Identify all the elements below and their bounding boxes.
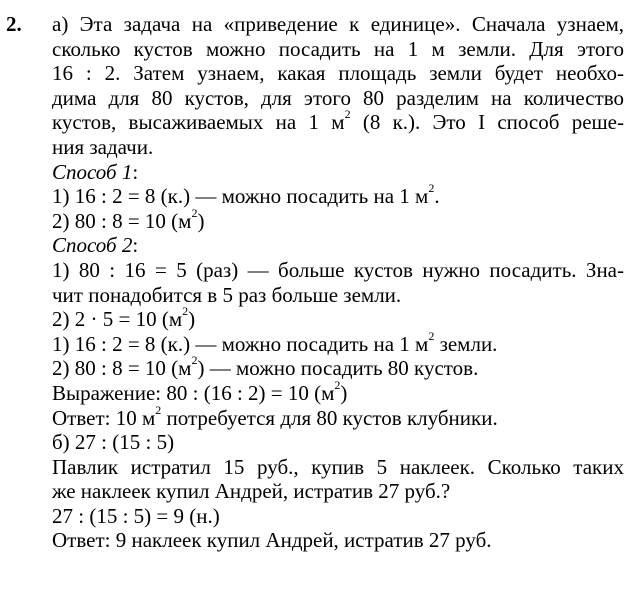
superscript: 2 — [182, 304, 189, 319]
text-segment: : — [132, 233, 139, 258]
part-b-expression — [52, 430, 624, 455]
text-line — [52, 135, 624, 160]
expression-line — [52, 377, 624, 406]
text-line — [52, 110, 624, 135]
answer-line — [52, 402, 624, 431]
text-segment: 27 : (15 : 5) = 9 (н.) — [52, 503, 220, 528]
text-segment: Павлик истратил 15 руб., купив 5 наклеек. Сколько таких — [52, 454, 624, 479]
superscript: 2 — [344, 110, 351, 122]
text-segment: 1) 16 : 2 = 8 (к.) — можно посадить на 1 м — [52, 331, 429, 356]
text-segment: Ответ: 10 м — [52, 405, 156, 430]
text-segment: ) — можно посадить 80 кустов. — [197, 356, 479, 381]
text-segment: 2) 80 : 8 = 10 (м — [52, 356, 192, 381]
text-segment: ) — [340, 380, 348, 405]
text-segment: потребуется для 80 кустов клубники. — [161, 405, 498, 430]
problem-number: 2. — [6, 12, 22, 36]
text-segment: земли. — [434, 331, 498, 356]
problem-text — [52, 479, 624, 504]
text-segment: чит понадобится в 5 раз больше земли. — [52, 282, 402, 307]
superscript: 2 — [428, 328, 435, 343]
text-segment: . — [434, 184, 440, 209]
solution-step — [52, 283, 624, 308]
answer-line — [52, 528, 624, 553]
text-segment: 1) 16 : 2 = 8 (к.) — можно посадить на 1 м — [52, 184, 429, 209]
text-segment: : — [132, 159, 139, 184]
text-segment: (8 к.). Это I способ реше- — [350, 110, 624, 135]
text-line — [52, 61, 624, 86]
text-segment: б) 27 : (15 : 5) — [52, 430, 175, 455]
superscript: 2 — [155, 402, 162, 417]
text-line — [52, 86, 624, 111]
superscript: 2 — [428, 181, 435, 196]
text-segment: 1) 80 : 16 = 5 (раз) — больше кустов нужно посадить. Зна- — [52, 257, 624, 282]
solution-step — [52, 504, 624, 529]
solution-step — [52, 328, 624, 357]
text-segment: ния задачи. — [52, 134, 154, 159]
italic-text: Способ 1 — [52, 159, 133, 184]
solution-step — [52, 304, 624, 332]
text-segment: 2) 80 : 8 = 10 (м — [52, 208, 192, 233]
superscript: 2 — [334, 377, 341, 392]
superscript: 2 — [191, 353, 198, 368]
solution-text — [52, 12, 624, 553]
text-segment: 16 : 2. Затем узнаем, какая площадь земли будет необхо- — [52, 61, 624, 86]
text-line — [52, 37, 624, 62]
text-segment: дима для 80 кустов, для этого 80 разделим на количество — [52, 85, 624, 110]
text-segment: Выражение: 80 : (16 : 2) = 10 (м — [52, 380, 335, 405]
text-segment: Ответ: 9 наклеек купил Андрей, истратив 27 руб. — [52, 528, 492, 553]
solution-step — [52, 258, 624, 283]
text-segment: же наклеек купил Андрей, истратив 27 руб.? — [52, 479, 451, 504]
problem-text — [52, 455, 624, 480]
text-segment: сколько кустов можно посадить на 1 м земли. Для этого — [52, 36, 624, 61]
italic-text: Способ 2 — [52, 233, 133, 258]
text-segment: 2) 2 · 5 = 10 (м — [52, 307, 183, 332]
text-segment: кустов, высаживаемых на 1 м — [52, 110, 345, 135]
text-segment: а) Эта задача на «приведение к единице». Сначала узнаем, — [52, 12, 624, 36]
text-segment: ) — [188, 307, 196, 332]
method-heading — [52, 160, 624, 185]
text-line — [52, 12, 624, 37]
solution-step — [52, 181, 624, 209]
superscript: 2 — [191, 205, 198, 220]
method-heading — [52, 233, 624, 258]
solution-step — [52, 205, 624, 234]
text-segment: ) — [197, 208, 205, 233]
